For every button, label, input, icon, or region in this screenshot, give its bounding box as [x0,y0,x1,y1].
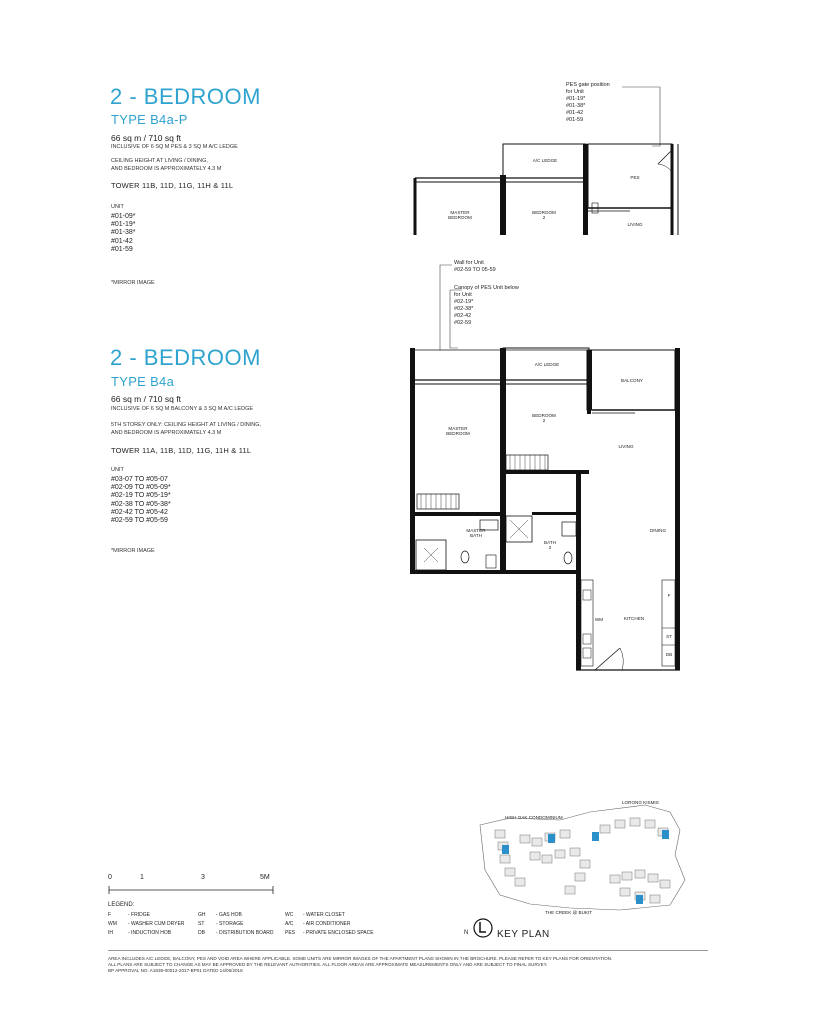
b4ap-area: 66 sq m / 710 sq ft [111,133,181,143]
pes-label: PES [630,175,640,180]
balcony-label: BALCONY [621,378,643,383]
pes-gate-note: PES gate position for Unit #01-19* #01-38* #01-42 #01-59 [566,82,610,123]
legend-col-2: GH - GAS HOB ST - STORAGE DB - DISTRIBUTION BOARD [198,912,274,936]
unit-item: #01-09* [111,213,136,220]
ac-ledge-label: A/C LEDGE [534,362,560,367]
b4a-unit-list [111,476,171,525]
pes-master-bedroom-label: MASTER BEDROOM [448,210,472,220]
scale-tick-1: 1 [140,874,144,881]
b4a-type: TYPE B4a [111,374,175,389]
b4a-mirror-note: *MIRROR IMAGE [111,548,155,554]
master-bath-label: MASTER BATH [466,528,486,538]
key-plan-label: KEY PLAN [497,929,550,940]
canopy-note: Canopy of PES Unit below for Unit #02-19* #02-38* #02-42 #02-59 [454,285,519,326]
footer-divider [108,950,708,951]
storage-label: ST [666,634,672,639]
b4a-inclusive: INCLUSIVE OF 6 SQ M BALCONY & 3 SQ M A/C LEDGE [111,406,254,412]
scale-bar [108,884,278,896]
master-bedroom-label: MASTER BEDROOM [446,426,470,436]
living-label: LIVING [618,444,634,449]
key-plan-map [470,800,690,920]
legend-col-1: F - FRIDGE WM - WASHER CUM DRYER IH - INDUCTION HOB [108,912,185,936]
b4a-area: 66 sq m / 710 sq ft [111,394,181,404]
north-label: N [464,930,469,936]
b4ap-ceiling-1: CEILING HEIGHT AT LIVING / DINING, [111,158,208,164]
pes-living-label: LIVING [627,222,643,227]
b4ap-type: TYPE B4a-P [111,112,188,127]
b4ap-unit-heading: UNIT [111,204,124,210]
unit-item: #01-42 [111,237,133,245]
scale-tick-5: 5M [260,874,270,881]
unit-item: #01-59 [111,245,133,253]
unit-item: #02-42 TO #05-42 [111,508,168,516]
scale-tick-0: 0 [108,874,112,881]
fridge-label: F [667,593,671,598]
lorong-label: LORONG KISMIS [622,800,659,805]
b4a-unit-heading: UNIT [111,467,124,473]
legend-heading: LEGEND: [108,902,135,908]
unit-item: #01-19* [111,221,136,229]
pes-bedroom2-label: BEDROOM 2 [532,210,556,220]
bath2-label: BATH 2 [544,540,556,550]
high-oak-label: HIGH OAK CONDOMINIUM [505,815,563,820]
b4a-title: 2 - BEDROOM [110,345,261,370]
wm-label: WM [594,617,604,622]
unit-item: #02-59 TO #05-59 [111,517,168,525]
b4ap-title: 2 - BEDROOM [110,84,261,109]
pes-ac-ledge-label: A/C LEDGE [532,158,558,163]
creek-label: THE CREEK @ BUKIT [545,910,593,915]
unit-item: #02-19 TO #05-19* [111,492,171,500]
unit-item: #02-38 TO #05-38* [111,500,171,508]
unit-item: #02-09 TO #05-09* [111,484,171,492]
north-arrow-icon [472,917,494,939]
b4ap-mirror-note: *MIRROR IMAGE [111,280,155,286]
main-floor-plan [400,250,700,680]
wall-note: Wall for Unit #02-59 TO 05-59 [454,260,496,273]
b4a-ceiling-2: AND BEDROOM IS APPROXIMATELY 4.3 M [111,430,222,436]
b4a-towers: TOWER 11A, 11B, 11D, 11G, 11H & 11L [111,446,252,455]
b4ap-ceiling-2: AND BEDROOM IS APPROXIMATELY 4.3 M [111,166,222,172]
unit-item: #01-38* [111,229,136,237]
b4a-ceiling-1: 5TH STOREY ONLY: CEILING HEIGHT AT LIVING / DINING, [111,422,262,428]
disclaimer: AREA INCLUDES A/C LEDGE, BALCONY, PES AND VOID AREA WHERE APPLICABLE. SOME UNITS ARE MIRROR IMAGES OF THE APARTMENT PLANS SHOWN IN THE BROCHURE. PLEASE REFER TO KEY PLANS FOR ORIENTATION. ALL PLANS ARE SUBJECT TO CHANGE AS MAY BE APPROVED BY THE RELEVANT AUTHORITIES. ALL FLOOR AREAS ARE APPROXIMATE MEASUREMENTS ONLY AND ARE SUBJECT TO FINAL SURVEY. BP APPROVAL NO. A1839-00012-2017-BP01 DATED 14/06/2018 [108,956,613,973]
db-label: DB [665,652,673,657]
gate-leader-line [622,87,660,146]
kitchen-label: KITCHEN [623,616,645,621]
scale-tick-3: 3 [201,874,205,881]
b4ap-unit-list [111,213,136,254]
b4ap-inclusive: INCLUSIVE OF 6 SQ M PES & 3 SQ M A/C LEDGE [111,144,238,150]
dining-label: DINING [649,528,667,533]
legend-col-3: WC - WATER CLOSET A/C - AIR CONDITIONER PES - PRIVATE ENCLOSED SPACE [285,912,374,936]
b4ap-towers: TOWER 11B, 11D, 11G, 11H & 11L [111,181,234,190]
bedroom2-label: BEDROOM 2 [532,413,556,423]
unit-item: #03-07 TO #05-07 [111,476,168,483]
